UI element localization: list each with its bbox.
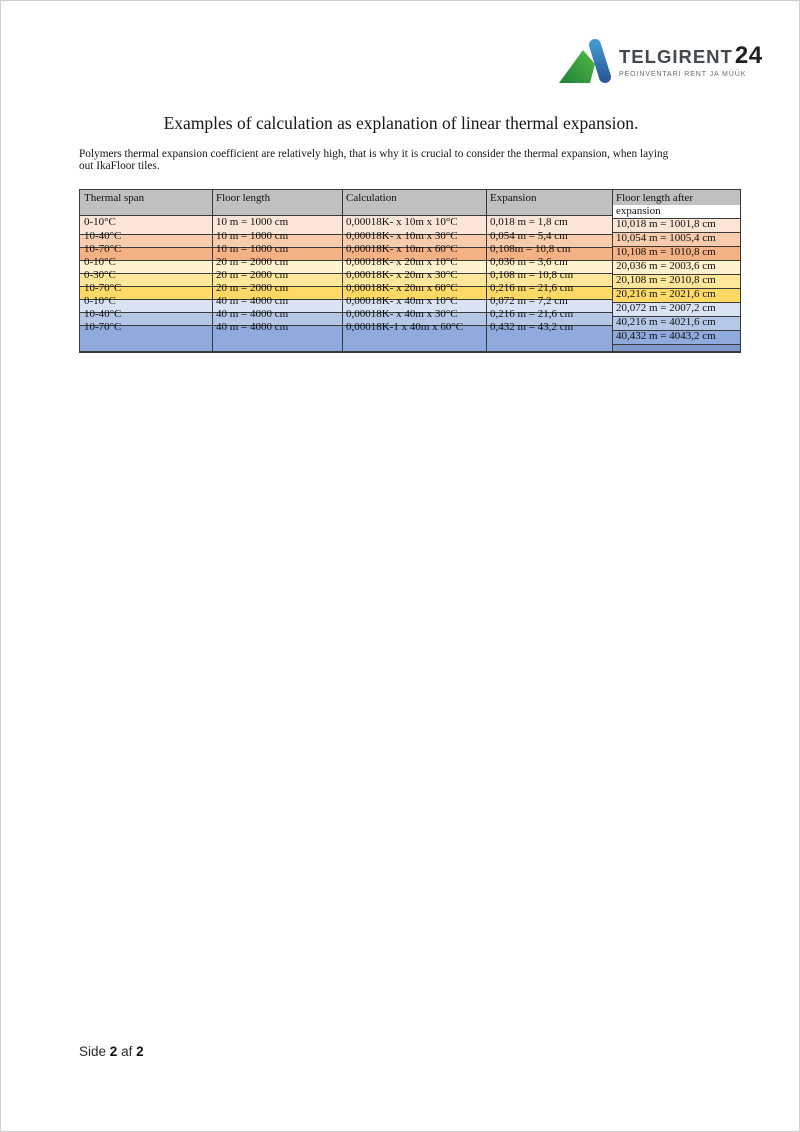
table-cell: 0,072 m = 7,2 cm: [490, 295, 568, 307]
table-cell: 0,018 m = 1,8 cm: [490, 216, 568, 228]
table-header-cell: expansion: [616, 205, 661, 217]
page-title: Examples of calculation as explanation of linear thermal expansion.: [163, 113, 639, 133]
table-cell: 0-10°C: [84, 295, 116, 307]
thermal-expansion-table: [79, 189, 741, 353]
table-cell: 10-70°C: [84, 243, 122, 255]
footer-word-af: af: [121, 1044, 133, 1059]
table-cell: 0,00018K- x 40m x 10°C: [346, 295, 458, 307]
table-cell: 0,00018K- x 10m x 60°C: [346, 243, 458, 255]
table-cell: 10-70°C: [84, 282, 122, 294]
table-cell: 40,216 m = 4021,6 cm: [616, 316, 716, 328]
page-number-footer: [79, 1044, 144, 1059]
table-column-rule: [212, 190, 213, 351]
table-cell: 40 m = 4000 cm: [216, 308, 289, 320]
table-cell: 0,216 m = 21,6 cm: [490, 308, 574, 320]
last-col-bottom-strip: [612, 344, 740, 351]
table-cell: 10,054 m = 1005,4 cm: [616, 232, 716, 244]
table-cell: 10-70°C: [84, 321, 122, 333]
table-cell: 0,108 m = 10,8 cm: [490, 269, 574, 281]
table-cell: 0-30°C: [84, 269, 116, 281]
logo-text: [619, 42, 763, 78]
table-cell: 40 m = 4000 cm: [216, 321, 289, 333]
table-cell: 0,00018K-1 x 40m x 60°C: [346, 321, 464, 333]
table-cell: 0,00018K- x 20m x 10°C: [346, 256, 458, 268]
table-cell: 0,00018K- x 40m x 30°C: [346, 308, 458, 320]
table-cell: 20,108 m = 2010,8 cm: [616, 274, 716, 286]
table-column-rule: [342, 190, 343, 351]
table-header-cell: Floor length: [216, 192, 271, 204]
table-cell: 40,432 m = 4043,2 cm: [616, 330, 716, 342]
footer-page-number: 2: [109, 1044, 118, 1059]
intro-line-1: Polymers thermal expansion coefficient are relatively high, that is why it is crucial to consider the thermal expansion, when laying: [79, 148, 669, 160]
logo-mountain-icon: [558, 38, 614, 84]
table-cell: 0,036 m = 3,6 cm: [490, 256, 568, 268]
table-cell: 0,00018K- x 10m x 30°C: [346, 230, 458, 242]
table-cell: 20 m = 2000 cm: [216, 256, 289, 268]
table-cell: 10 m = 1000 cm: [216, 216, 289, 228]
table-cell: 0,00018K- x 10m x 10°C: [346, 216, 458, 228]
table-cell: 10,108 m = 1010,8 cm: [616, 246, 716, 258]
table-header-cell: Calculation: [346, 192, 397, 204]
table-header-cell: Floor length after: [616, 192, 693, 204]
table-column-rule: [612, 190, 613, 351]
table-cell: 20 m = 2000 cm: [216, 282, 289, 294]
table-cell: 20,072 m = 2007,2 cm: [616, 302, 716, 314]
table-cell: 0,00018K- x 20m x 30°C: [346, 269, 458, 281]
table-cell: 0,432 m = 43,2 cm: [490, 321, 574, 333]
intro-line-2: out IkaFloor tiles.: [79, 160, 160, 173]
table-cell: 40 m = 4000 cm: [216, 295, 289, 307]
table-column-rule: [486, 190, 487, 351]
table-cell: 0-10°C: [84, 256, 116, 268]
table-header-cell: Expansion: [490, 192, 537, 204]
logo-tagline: PEOINVENTARI RENT JA MÜÜK: [619, 71, 747, 78]
table-header-cell: Thermal span: [84, 192, 145, 204]
table-cell: 0,054 m = 5,4 cm: [490, 230, 568, 242]
table-cell: 0,00018K- x 20m x 60°C: [346, 282, 458, 294]
table-cell: 20 m = 2000 cm: [216, 269, 289, 281]
table-cell: 0-10°C: [84, 216, 116, 228]
table-cell: 20,036 m = 2003,6 cm: [616, 260, 716, 272]
logo: [558, 38, 763, 84]
table-cell: 10-40°C: [84, 308, 122, 320]
logo-brand-name: TELGIRENT: [619, 46, 733, 67]
table-cell: 10,018 m = 1001,8 cm: [616, 218, 716, 230]
table-cell: 10 m = 1000 cm: [216, 243, 289, 255]
logo-brand-number: 24: [734, 42, 763, 69]
footer-total-pages: 2: [136, 1044, 144, 1059]
intro-paragraph: [79, 148, 724, 173]
table-cell: 0,216 m = 21,6 cm: [490, 282, 574, 294]
table-cell: 20,216 m = 2021,6 cm: [616, 288, 716, 300]
footer-word-side: Side: [79, 1044, 107, 1059]
table-cell: 10 m = 1000 cm: [216, 230, 289, 242]
table-cell: 10-40°C: [84, 230, 122, 242]
table-cell: 0,108m = 10,8 cm: [490, 243, 571, 255]
